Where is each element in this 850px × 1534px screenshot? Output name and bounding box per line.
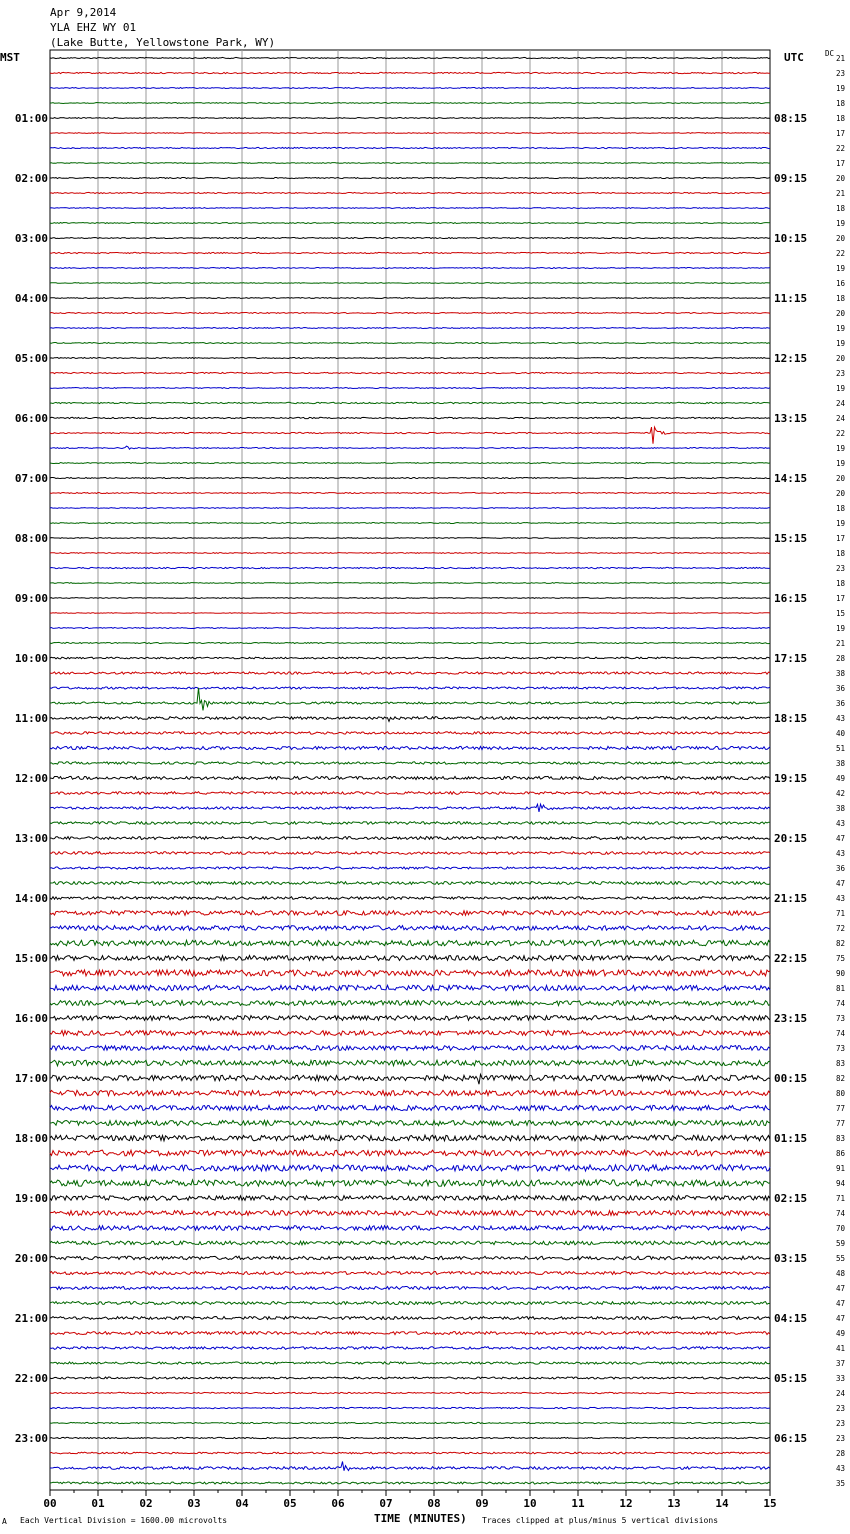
dc-value: 19 [835,264,845,273]
dc-value: 17 [835,534,845,543]
dc-value: 36 [835,684,845,693]
dc-value: 81 [835,984,845,993]
left-hour-label: 03:00 [14,232,48,245]
left-hour-label: 02:00 [14,172,48,185]
trace-line [50,402,770,403]
right-hour-label: 11:15 [774,292,808,305]
trace-line [50,762,770,764]
x-tick-label: 13 [667,1497,681,1510]
dc-value: 47 [835,1314,845,1323]
dc-value: 49 [835,1329,845,1338]
trace-line [50,88,770,89]
dc-value: 74 [835,1209,845,1218]
left-hour-label: 14:00 [14,892,48,905]
trace-line [50,837,770,840]
x-axis-label: TIME (MINUTES) [374,1512,467,1525]
right-hour-label: 16:15 [774,592,808,605]
x-tick-label: 07 [379,1497,393,1510]
dc-value: 21 [835,189,845,198]
dc-value: 19 [835,459,845,468]
left-hour-label: 04:00 [14,292,48,305]
dc-value: 51 [835,744,845,753]
trace-line [50,985,770,990]
dc-value: 94 [835,1179,845,1188]
dc-value: 80 [835,1089,845,1098]
x-tick-label: 08 [427,1497,441,1510]
right-hour-label: 20:15 [774,832,808,845]
dc-value: 47 [835,879,845,888]
right-hour-label: 14:15 [774,472,808,485]
right-hour-label: 10:15 [774,232,808,245]
trace-line [50,1272,770,1275]
x-tick-label: 06 [331,1497,345,1510]
trace-line [50,118,770,119]
right-hour-label: 01:15 [774,1132,808,1145]
dc-value: 40 [835,729,845,738]
trace-line [50,268,770,269]
dc-value: 23 [835,564,845,573]
dc-value: 23 [835,69,845,78]
left-hour-label: 13:00 [14,832,48,845]
dc-value: 59 [835,1239,845,1248]
dc-value: 36 [835,699,845,708]
right-hour-label: 21:15 [774,892,808,905]
right-hour-label: 12:15 [774,352,808,365]
dc-value: 38 [835,804,845,813]
dc-value: 15 [835,609,845,618]
trace-line [50,1241,770,1245]
dc-value: 19 [835,444,845,453]
dc-value: 28 [835,654,845,663]
x-tick-label: 15 [763,1497,777,1510]
right-hour-label: 06:15 [774,1432,808,1445]
trace-line [50,313,770,314]
dc-value: 24 [835,414,845,423]
trace-line [50,463,770,464]
trace-line [50,208,770,209]
trace-line [50,508,770,509]
trace-line [50,613,770,614]
dc-value: 47 [835,1284,845,1293]
dc-value: 19 [835,519,845,528]
trace-line [50,792,770,795]
trace-line [50,804,770,812]
dc-value: 91 [835,1164,845,1173]
left-hour-label: 05:00 [14,352,48,365]
trace-line [50,388,770,389]
trace-line [50,1226,770,1231]
trace-line [50,970,770,976]
dc-value: 19 [835,324,845,333]
trace-line [50,897,770,900]
trace-line [50,1362,770,1364]
left-hour-label: 06:00 [14,412,48,425]
x-tick-label: 10 [523,1497,537,1510]
dc-value: 18 [835,99,845,108]
trace-line [50,417,770,418]
x-tick-label: 09 [475,1497,489,1510]
x-tick-label: 05 [283,1497,297,1510]
dc-value: 72 [835,924,845,933]
dc-header-label: DC [825,49,835,58]
dc-value: 77 [835,1104,845,1113]
dc-value: 17 [835,159,845,168]
dc-value: 82 [835,939,845,948]
trace-line [50,147,770,148]
trace-line [50,1407,770,1408]
dc-value: 18 [835,549,845,558]
dc-value: 47 [835,1299,845,1308]
dc-value: 22 [835,429,845,438]
x-tick-label: 03 [187,1497,201,1510]
trace-line [50,867,770,869]
trace-line [50,1001,770,1006]
dc-value: 37 [835,1359,845,1368]
dc-value: 49 [835,774,845,783]
trace-line [50,1060,770,1066]
trace-line [50,882,770,885]
dc-value: 17 [835,594,845,603]
trace-line [50,567,770,568]
dc-value: 20 [835,489,845,498]
right-hour-labels [774,112,807,1445]
trace-line [50,1211,770,1216]
dc-value: 23 [835,1434,845,1443]
dc-value: 42 [835,789,845,798]
right-hour-label: 18:15 [774,712,808,725]
left-hour-label: 07:00 [14,472,48,485]
trace-line [50,1452,770,1454]
trace-line [50,1437,770,1438]
dc-value: 43 [835,714,845,723]
trace-line [50,103,770,104]
trace-line [50,372,770,373]
x-axis-ticks [43,1490,776,1510]
trace-line [50,446,770,449]
chart-date: Apr 9,2014 [50,6,117,19]
dc-value: 19 [835,219,845,228]
trace-line [50,1150,770,1156]
trace-line [50,1135,770,1141]
dc-value: 36 [835,864,845,873]
trace-line [50,1046,770,1051]
dc-value: 16 [835,279,845,288]
right-hour-label: 19:15 [774,772,808,785]
right-hour-label: 05:15 [774,1372,808,1385]
left-hour-label: 08:00 [14,532,48,545]
trace-line [50,776,770,779]
trace-line [50,358,770,359]
dc-value: 20 [835,474,845,483]
dc-value: 18 [835,204,845,213]
trace-line [50,1392,770,1393]
dc-value: 19 [835,384,845,393]
right-hour-label: 03:15 [774,1252,808,1265]
trace-line [50,1347,770,1350]
trace-line [50,1256,770,1260]
trace-line [50,1331,770,1334]
dc-value: 55 [835,1254,845,1263]
dc-value: 20 [835,234,845,243]
right-hour-label: 00:15 [774,1072,808,1085]
dc-value: 19 [835,624,845,633]
left-hour-label: 17:00 [14,1072,48,1085]
trace-line [50,298,770,299]
trace-line [50,672,770,674]
left-hour-label: 21:00 [14,1312,48,1325]
dc-values [836,54,846,1488]
right-hour-label: 08:15 [774,112,808,125]
dc-value: 19 [835,84,845,93]
dc-value: 24 [835,399,845,408]
trace-line [50,538,770,539]
dc-value: 90 [835,969,845,978]
trace-line [50,57,770,58]
dc-value: 17 [835,129,845,138]
trace-line [50,1302,770,1305]
trace-line [50,688,770,711]
trace-line [50,822,770,825]
left-timezone-label: MST [0,51,20,64]
dc-value: 20 [835,354,845,363]
x-tick-label: 02 [139,1497,153,1510]
chart-station: YLA EHZ WY 01 [50,21,137,34]
dc-value: 24 [835,1389,845,1398]
trace-line [50,628,770,629]
dc-value: 23 [835,1404,845,1413]
trace-line [50,911,770,916]
trace-line [50,1031,770,1036]
x-tick-label: 14 [715,1497,729,1510]
x-tick-label: 01 [91,1497,105,1510]
trace-line [50,732,770,734]
trace-line [50,926,770,931]
dc-value: 43 [835,849,845,858]
dc-value: 18 [835,579,845,588]
footer-clip-note: Traces clipped at plus/minus 5 vertical divisions [482,1516,719,1525]
dc-value: 43 [835,894,845,903]
dc-value: 77 [835,1119,845,1128]
left-hour-label: 23:00 [14,1432,48,1445]
trace-line [50,657,770,659]
dc-value: 75 [835,954,845,963]
dc-value: 22 [835,144,845,153]
trace-line [50,746,770,749]
x-tick-label: 04 [235,1497,249,1510]
right-hour-label: 13:15 [774,412,808,425]
trace-line [50,1090,770,1095]
trace-line [50,192,770,193]
trace-line [50,687,770,689]
dc-value: 47 [835,834,845,843]
left-hour-label: 18:00 [14,1132,48,1145]
trace-line [50,1180,770,1186]
trace-line [50,328,770,329]
right-hour-label: 02:15 [774,1192,808,1205]
dc-value: 82 [835,1074,845,1083]
right-hour-label: 22:15 [774,952,808,965]
trace-line [50,1105,770,1110]
left-hour-label: 22:00 [14,1372,48,1385]
trace-line [50,1121,770,1126]
left-hour-label: 15:00 [14,952,48,965]
trace-line [50,1317,770,1320]
seismic-traces [50,57,770,1484]
trace-line [50,283,770,284]
trace-line [50,523,770,524]
left-hour-label: 09:00 [14,592,48,605]
dc-value: 71 [835,909,845,918]
dc-value: 23 [835,369,845,378]
dc-value: 83 [835,1134,845,1143]
left-hour-labels [15,112,48,1445]
dc-value: 70 [835,1224,845,1233]
left-hour-label: 12:00 [14,772,48,785]
trace-line [50,1482,770,1484]
x-tick-label: 00 [43,1497,57,1510]
dc-value: 41 [835,1344,845,1353]
right-hour-label: 04:15 [774,1312,808,1325]
trace-line [50,478,770,479]
dc-value: 43 [835,819,845,828]
trace-line [50,1196,770,1201]
left-hour-label: 16:00 [14,1012,48,1025]
trace-line [50,252,770,253]
dc-value: 33 [835,1374,845,1383]
trace-line [50,1287,770,1290]
x-tick-label: 12 [619,1497,633,1510]
trace-line [50,642,770,643]
dc-value: 20 [835,174,845,183]
dc-value: 18 [835,504,845,513]
trace-line [50,163,770,164]
dc-value: 73 [835,1014,845,1023]
dc-value: 20 [835,309,845,318]
trace-line [50,553,770,554]
trace-line [50,133,770,134]
trace-line [50,1165,770,1171]
trace-line [50,717,770,722]
dc-value: 86 [835,1149,845,1158]
dc-value: 38 [835,669,845,678]
trace-line [50,1074,770,1084]
trace-line [50,1462,770,1471]
dc-value: 21 [835,54,845,63]
trace-line [50,956,770,961]
trace-line [50,223,770,224]
dc-value: 22 [835,249,845,258]
dc-value: 18 [835,294,845,303]
x-tick-label: 11 [571,1497,585,1510]
trace-line [50,72,770,73]
dc-value: 73 [835,1044,845,1053]
left-hour-label: 10:00 [14,652,48,665]
dc-value: 71 [835,1194,845,1203]
dc-value: 74 [835,999,845,1008]
dc-value: 83 [835,1059,845,1068]
right-hour-label: 17:15 [774,652,808,665]
trace-line [50,598,770,599]
left-hour-label: 19:00 [14,1192,48,1205]
trace-line [50,343,770,344]
dc-value: 38 [835,759,845,768]
trace-line [50,1377,770,1379]
trace-line [50,178,770,179]
footer-scale-note: Each Vertical Division = 1600.00 microvolts [20,1516,228,1525]
chart-location: (Lake Butte, Yellowstone Park, WY) [50,36,276,49]
right-hour-label: 09:15 [774,172,808,185]
left-hour-label: 11:00 [14,712,48,725]
right-timezone-label: UTC [784,51,804,64]
trace-line [50,1016,770,1021]
dc-value: 28 [835,1449,845,1458]
left-hour-label: 20:00 [14,1252,48,1265]
trace-line [50,493,770,494]
dc-value: 21 [835,639,845,648]
trace-line [50,427,770,444]
dc-value: 74 [835,1029,845,1038]
left-hour-label: 01:00 [14,112,48,125]
dc-value: 48 [835,1269,845,1278]
right-hour-label: 23:15 [774,1012,808,1025]
dc-value: 23 [835,1419,845,1428]
trace-line [50,238,770,239]
dc-value: 35 [835,1479,845,1488]
right-hour-label: 15:15 [774,532,808,545]
trace-line [50,852,770,855]
trace-line [50,583,770,584]
trace-line [50,1422,770,1423]
trace-line [50,940,770,945]
dc-value: 43 [835,1464,845,1473]
footer-corner-mark: A [2,1517,7,1526]
dc-value: 19 [835,339,845,348]
dc-value: 18 [835,114,845,123]
